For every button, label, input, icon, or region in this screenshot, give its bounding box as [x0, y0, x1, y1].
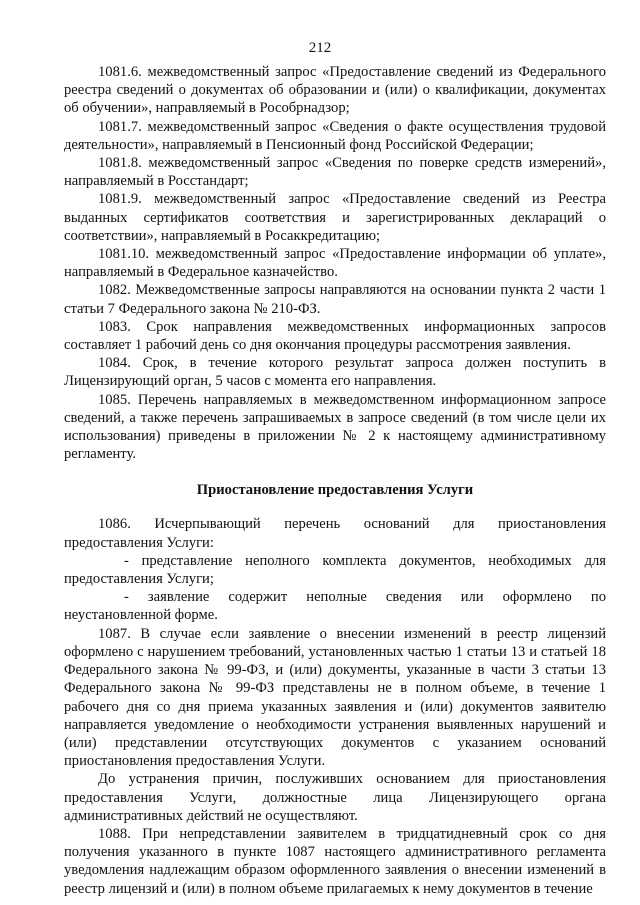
paragraph-1083: 1083. Срок направления межведомственных информационных запросов составляет 1 рабочий день со дня окончания процедуры рассмотрения заявления.	[64, 318, 606, 354]
list-item-incomplete-application: - заявление содержит неполные сведения или оформлено по неустановленной форме.	[64, 589, 606, 624]
paragraph-1082: 1082. Межведомственные запросы направляются на основании пункта 2 части 1 статьи 7 Федерального закона № 210-ФЗ.	[64, 282, 606, 317]
paragraph-1085: 1085. Перечень направляемых в межведомственном информационном запросе сведений, а также перечень запрашиваемых в запросе сведений (в том числе цели их использования) приведены в приложении № 2 к настоящему административному регламенту.	[64, 391, 606, 463]
paragraph-1086: 1086. Исчерпывающий перечень оснований для приостановления предоставления Услуги:	[64, 516, 606, 551]
paragraph-1081-7: 1081.7. межведомственный запрос «Сведения о факте осуществления трудовой деятельности», направляемый в Пенсионный фонд Российской Федерации;	[64, 118, 606, 153]
paragraph-1081-8: 1081.8. межведомственный запрос «Сведения по поверке средств измерений», направляемый в Росстандарт;	[64, 155, 606, 190]
paragraph-1087: 1087. В случае если заявление о внесении изменений в реестр лицензий оформлено с нарушением требований, установленных частью 1 статьи 13 и статьей 18 Федерального закона № 99-ФЗ, и (или) документы, указанные в части 3 статьи 13 Федерального закона № 99-ФЗ представлены не в полном объеме, в течение 1 рабочего дня со дня приема указанных заявления и (или) документов заявителю направляется уведомление о необходимости устранения выявленных нарушений и (или) представлении отсутствующих документов с указанием оснований приостановления предоставления Услуги.	[64, 625, 606, 770]
page-number: 212	[308, 40, 332, 56]
list-item-incomplete-documents: - представление неполного комплекта документов, необходимых для предоставления Услуги;	[64, 552, 606, 588]
paragraph-1088: 1088. При непредставлении заявителем в тридцатидневный срок со дня получения указанного в пункте 1087 настоящего административного регламента уведомления надлежащим образом оформленного заявления о внесении изменений в реестр лицензий и (или) в полном объеме прилагаемых к нему документов в течение	[64, 825, 606, 897]
paragraph-1081-9: 1081.9. межведомственный запрос «Предоставление сведений из Реестра выданных сертификатов соответствия и зарегистрированных деклараций о соответствии», направляемый в Росаккредитацию;	[64, 191, 606, 244]
section-heading: Приостановление предоставления Услуги	[196, 482, 474, 499]
paragraph-until-elimination: До устранения причин, послуживших основанием для приостановления предоставления Услуги, должностные лица Лицензирующего органа административных действий не осуществляют.	[64, 771, 606, 824]
paragraph-1081-6: 1081.6. межведомственный запрос «Предоставление сведений из Федерального реестра сведений о документах об образовании и (или) о квалификации, документах об обучении», направляемый в Рособрнадзор;	[64, 64, 606, 117]
paragraph-1081-10: 1081.10. межведомственный запрос «Предоставление информации об уплате», направляемый в Федеральное казначейство.	[64, 246, 606, 281]
document-body	[64, 63, 606, 898]
paragraph-1084: 1084. Срок, в течение которого результат запроса должен поступить в Лицензирующий орган, 5 часов с момента его направления.	[64, 355, 606, 390]
